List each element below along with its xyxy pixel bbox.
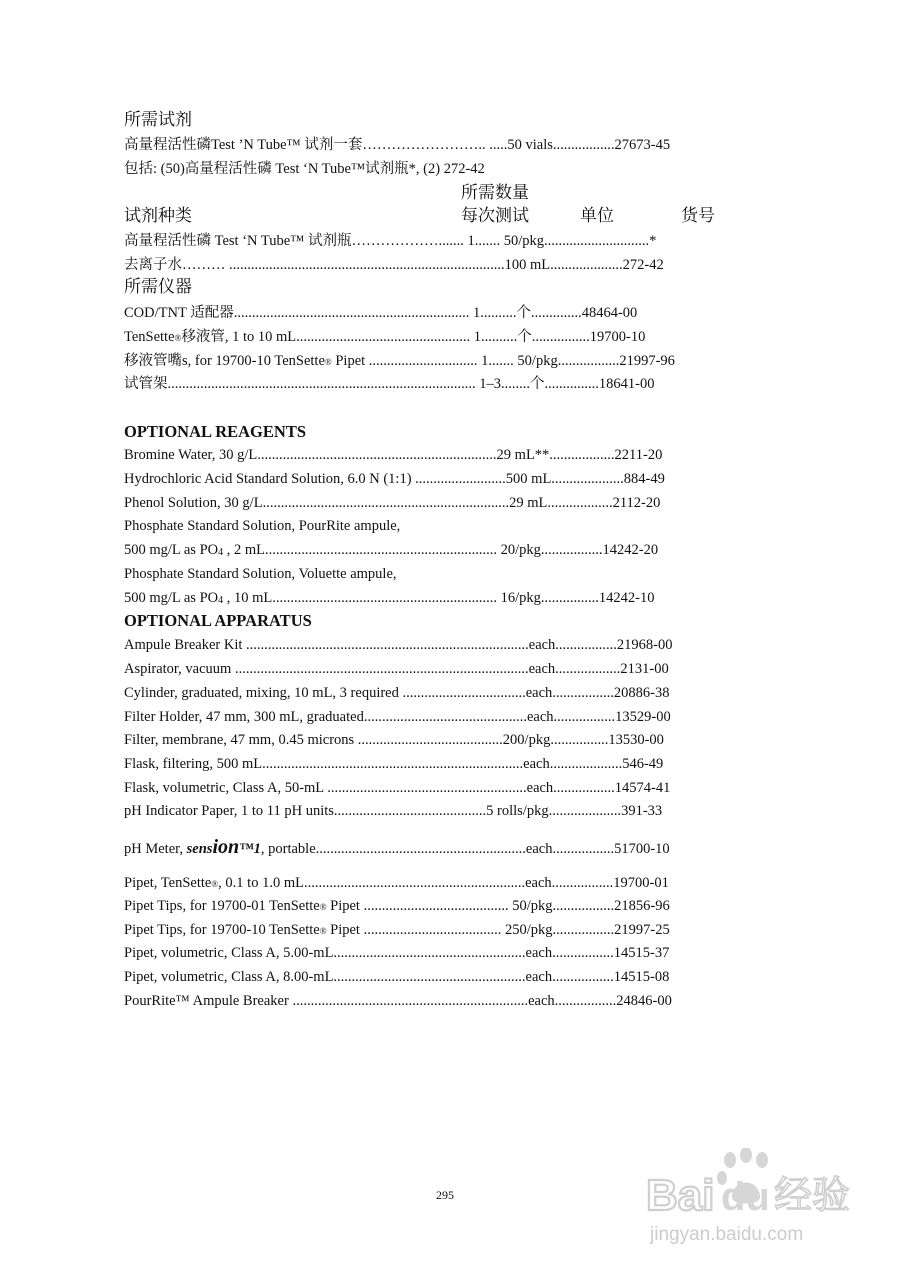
optional-apparatus-row: Pipet, volumetric, Class A, 5.00-mL.....................................................each.................14515-37 bbox=[124, 945, 670, 961]
reagent-set-line: 高量程活性磷Test ’N Tube™ 试剂一套…………………….. .....50 vials.................27673-45 bbox=[124, 137, 671, 153]
optional-reagent-row: Bromine Water, 30 g/L..................................................................29 mL**..................2211-20 bbox=[124, 447, 663, 463]
reagent-row: 高量程活性磷 Test ‘N Tube™ 试剂瓶………………....... 1....... 50/pkg.............................* bbox=[124, 233, 657, 249]
optional-reagent-row: Phosphate Standard Solution, Voluette ampule, bbox=[124, 566, 397, 582]
optional-apparatus-row: Flask, filtering, 500 mL........................................................................each....................546-49 bbox=[124, 756, 664, 772]
watermark-brand: Bai bbox=[646, 1171, 715, 1220]
section-heading-required-apparatus: 所需仪器 bbox=[124, 277, 192, 296]
watermark-url: jingyan.baidu.com bbox=[650, 1224, 804, 1245]
section-heading-optional-apparatus: OPTIONAL APPARATUS bbox=[124, 611, 312, 630]
page-number: 295 bbox=[436, 1188, 454, 1202]
baidu-jingyan-watermark bbox=[646, 1148, 876, 1278]
optional-apparatus-row: Pipet Tips, for 19700-01 TenSette® Pipet ........................................ 50/pkg.................21856-96 bbox=[124, 898, 670, 914]
optional-apparatus-row: pH Indicator Paper, 1 to 11 pH units..........................................5 rolls/pkg....................391-33 bbox=[124, 803, 663, 819]
section-heading-required-reagents: 所需试剂 bbox=[124, 110, 192, 129]
optional-apparatus-row: Pipet Tips, for 19700-10 TenSette® Pipet ...................................... 250/pkg.................21997-25 bbox=[124, 922, 670, 938]
optional-apparatus-row: pH Meter, sension™1, portable..........................................................each.................51700-10 bbox=[124, 836, 670, 858]
optional-reagent-row: Phosphate Standard Solution, PourRite ampule, bbox=[124, 518, 401, 534]
optional-apparatus-row: Pipet, TenSette®, 0.1 to 1.0 mL.............................................................each.................19700-01 bbox=[124, 875, 669, 891]
reagent-type-header: 试剂种类 bbox=[124, 206, 192, 225]
optional-apparatus-row: Flask, volumetric, Class A, 50-mL .......................................................each.................14574-41 bbox=[124, 780, 671, 796]
optional-apparatus-row: Pipet, volumetric, Class A, 8.00-mL.....................................................each.................14515-08 bbox=[124, 969, 670, 985]
apparatus-row: 移液管嘴s, for 19700-10 TenSette® Pipet .............................. 1....... 50/pkg.................21997-96 bbox=[124, 353, 675, 369]
optional-reagent-row: 500 mg/L as $PO_4$ , 10 mL.............................................................. 16/pkg................14242-10 bbox=[124, 590, 655, 606]
catalog-number-header: 货号 bbox=[681, 206, 715, 225]
optional-apparatus-row: Cylinder, graduated, mixing, 10 mL, 3 required ..................................each.................20886-38 bbox=[124, 685, 670, 701]
apparatus-row: TenSette®移液管, 1 to 10 mL................................................ 1..........个................19700-10 bbox=[124, 329, 646, 345]
optional-apparatus-row: Aspirator, vacuum .................................................................................each..................2131-00 bbox=[124, 661, 669, 677]
per-test-header: 每次测试 bbox=[461, 206, 529, 225]
optional-apparatus-row: Ampule Breaker Kit ..............................................................................each.................21968-00 bbox=[124, 637, 673, 653]
unit-header: 单位 bbox=[580, 206, 614, 225]
reagent-row: 去离子水……… ............................................................................100 mL....................272-42 bbox=[124, 257, 664, 273]
section-heading-optional-reagents: OPTIONAL REAGENTS bbox=[124, 422, 306, 441]
apparatus-row: COD/TNT 适配器................................................................. 1..........个..............48464-00 bbox=[124, 305, 638, 321]
optional-apparatus-row: Filter, membrane, 47 mm, 0.45 microns ........................................200/pkg................13530-00 bbox=[124, 732, 664, 748]
watermark-cn: 经验 bbox=[774, 1173, 851, 1217]
optional-reagent-row: 500 mg/L as $PO_4$ , 2 mL................................................................ 20/pkg.................14242-20 bbox=[124, 542, 659, 558]
apparatus-row: 试管架..................................................................................... 1–3........个...............18641-00 bbox=[124, 376, 655, 392]
qty-required-header: 所需数量 bbox=[461, 183, 529, 202]
optional-reagent-row: Hydrochloric Acid Standard Solution, 6.0 N (1:1) .........................500 mL....................884-49 bbox=[124, 471, 665, 487]
reagent-includes-line: 包括: (50)高量程活性磷 Test ‘N Tube™试剂瓶*, (2) 272-42 bbox=[124, 161, 485, 177]
optional-reagent-row: Phenol Solution, 30 g/L....................................................................29 mL..................2112-20 bbox=[124, 495, 661, 511]
optional-apparatus-row: PourRite™ Ampule Breaker .................................................................each.................24846-00 bbox=[124, 993, 672, 1009]
watermark-du: du bbox=[721, 1175, 770, 1219]
optional-apparatus-row: Filter Holder, 47 mm, 300 mL, graduated.............................................each.................13529-00 bbox=[124, 709, 671, 725]
